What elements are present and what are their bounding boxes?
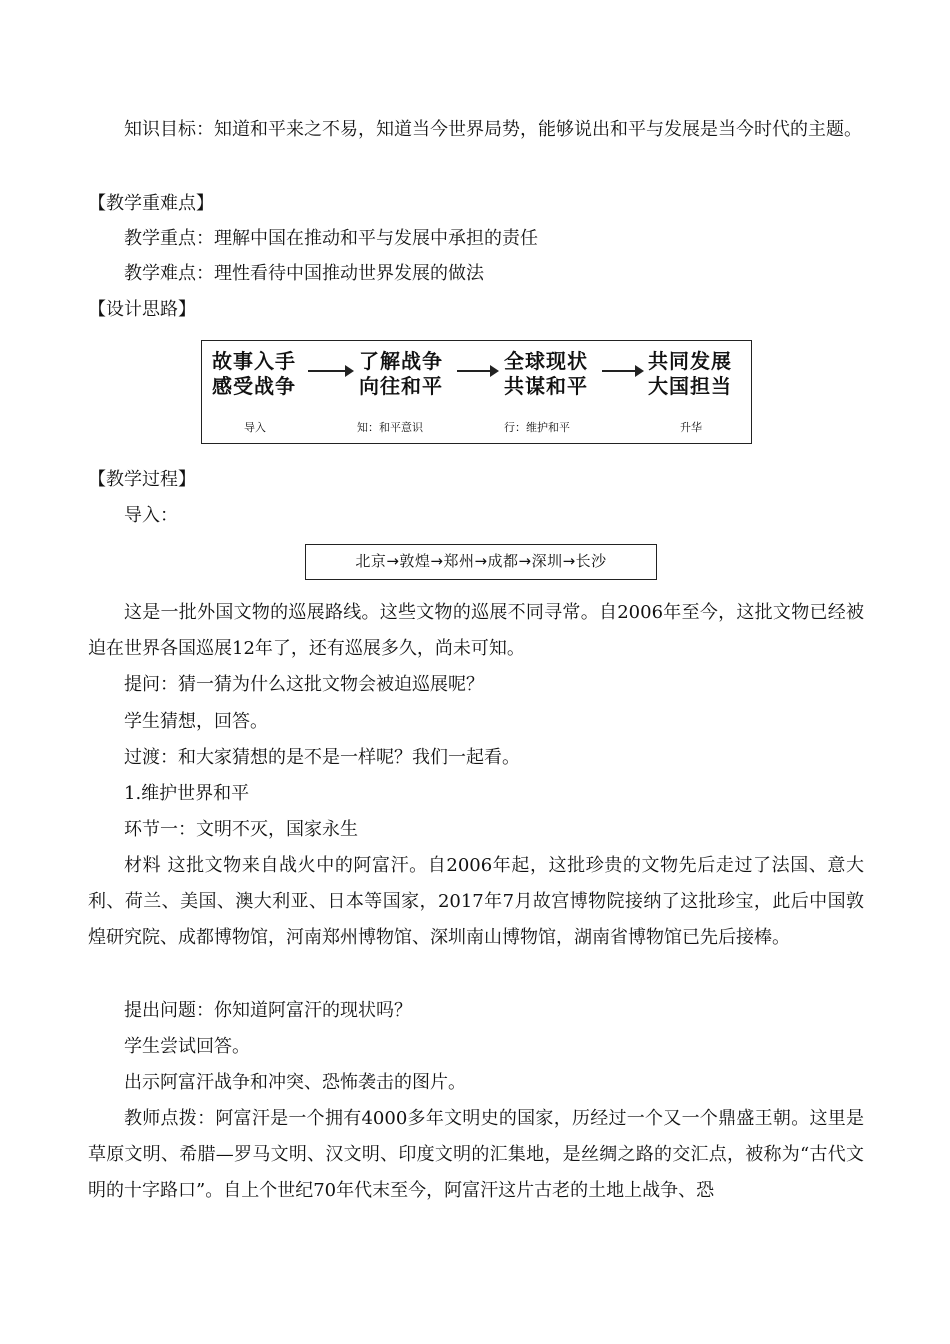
design-flow-diagram (201, 340, 752, 444)
flow-step-3-line1: 全球现状 (504, 349, 588, 373)
flow-step-1 (212, 349, 320, 399)
flow-step-1-line1: 故事入手 (212, 349, 296, 373)
paragraph-raise-question: 提出问题：你知道阿富汗的现状吗？ (124, 1000, 412, 1021)
flow-step-2-line1: 了解战争 (359, 349, 443, 373)
section-heading-design: 【设计思路】 (88, 299, 196, 320)
section-heading-difficulties: 【教学重难点】 (88, 193, 214, 214)
paragraph-show-pictures: 出示阿富汗战争和冲突、恐怖袭击的图片。 (124, 1072, 466, 1093)
flow-arrow-1 (308, 370, 352, 372)
flow-step-3-line2: 共谋和平 (504, 374, 588, 398)
flow-step-2-line2: 向往和平 (359, 374, 443, 398)
segment-title: 环节一：文明不灭，国家永生 (124, 819, 358, 840)
paragraph-route-description: 这是一批外国文物的巡展路线。这些文物的巡展不同寻常。自2006年至今，这批文物已经被迫在世界各国巡展12年了，还有巡展多久，尚未可知。 (88, 602, 864, 659)
subsection-title: 1.维护世界和平 (124, 783, 250, 804)
exhibition-route: 北京→敦煌→郑州→成都→深圳→长沙 (305, 544, 657, 580)
paragraph-transition: 过渡：和大家猜想的是不是一样呢？我们一起看。 (124, 747, 520, 768)
flow-step-3 (504, 349, 612, 399)
paragraph-teacher-guidance: 教师点拨：阿富汗是一个拥有4000多年文明史的国家，历经过一个又一个鼎盛王朝。这里是草原文明、希腊—罗马文明、汉文明、印度文明的汇集地，是丝绸之路的交汇点，被称为“古代文明的十字路口”。自上个世纪70年代末至今，阿富汗这片古老的土地上战争、恐 (88, 1108, 864, 1201)
flow-caption-4: 升华 (680, 421, 702, 434)
knowledge-objective: 知识目标：知道和平来之不易，知道当今世界局势，能够说出和平与发展是当今时代的主题。 (124, 119, 862, 140)
flow-step-4-line2: 大国担当 (648, 374, 732, 398)
difficult-point: 教学难点：理性看待中国推动世界发展的做法 (124, 263, 484, 284)
key-point: 教学重点：理解中国在推动和平与发展中承担的责任 (124, 228, 538, 249)
flow-caption-1: 导入 (244, 421, 266, 434)
section-heading-process: 【教学过程】 (88, 469, 196, 490)
flow-step-4 (648, 349, 756, 399)
paragraph-student-answer: 学生尝试回答。 (124, 1036, 250, 1057)
flow-step-2 (359, 349, 467, 399)
paragraph-material: 材料 这批文物来自战火中的阿富汗。自2006年起，这批珍贵的文物先后走过了法国、意大利、荷兰、美国、澳大利亚、日本等国家，2017年7月故宫博物院接纳了这批珍宝，此后中国敦煌研究院、成都博物馆，河南郑州博物馆、深圳南山博物馆，湖南省博物馆已先后接棒。 (88, 855, 864, 948)
paragraph-question: 提问：猜一猜为什么这批文物会被迫巡展呢？ (124, 674, 484, 695)
intro-label: 导入： (124, 505, 178, 526)
flow-step-1-line2: 感受战争 (212, 374, 296, 398)
flow-step-4-line1: 共同发展 (648, 349, 732, 373)
flow-caption-3: 行：维护和平 (504, 421, 570, 434)
flow-arrow-3 (602, 370, 642, 372)
flow-caption-2: 知：和平意识 (357, 421, 423, 434)
flow-arrow-2 (457, 370, 497, 372)
paragraph-student-guess: 学生猜想，回答。 (124, 711, 268, 732)
